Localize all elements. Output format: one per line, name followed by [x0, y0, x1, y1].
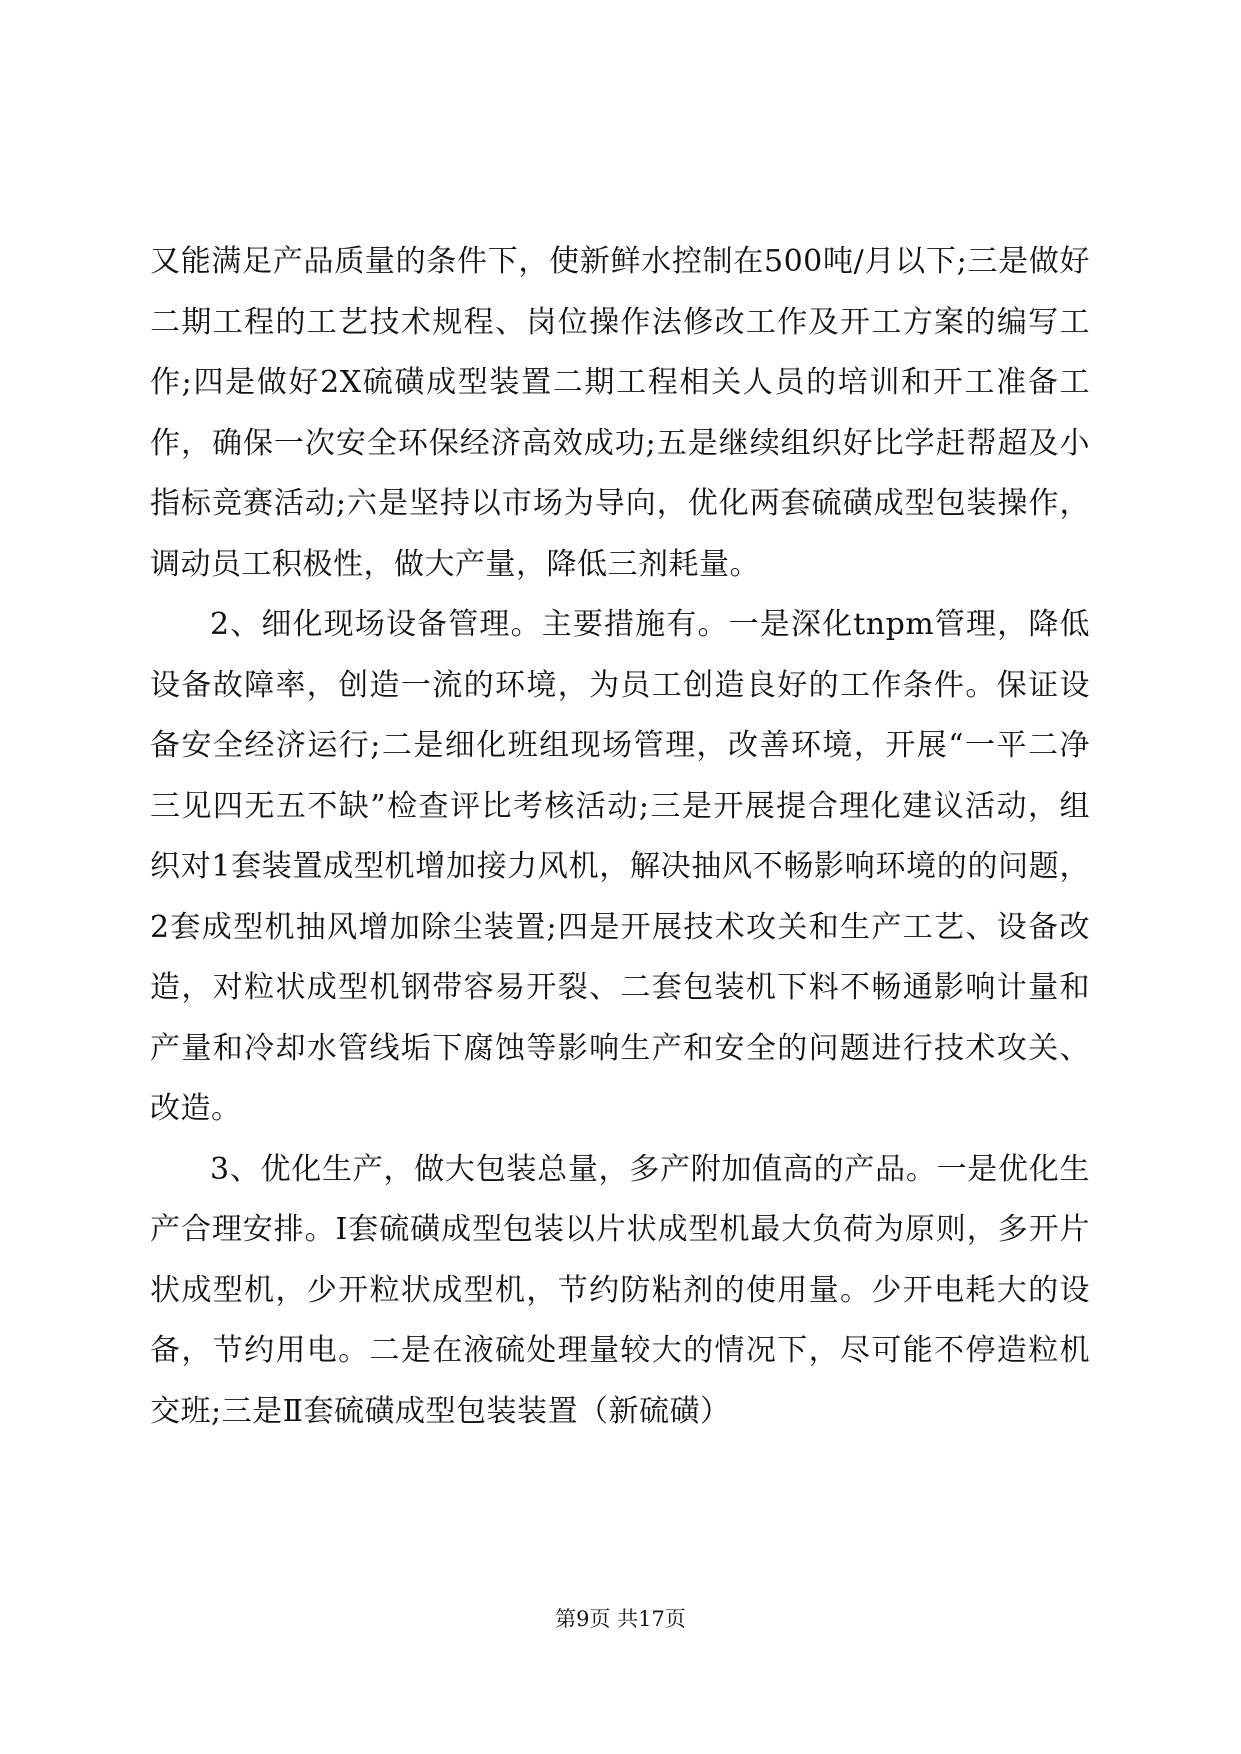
- paragraph-equipment-management: 2、细化现场设备管理。主要措施有。一是深化tnpm管理，降低设备故障率，创造一流的环境，为员工创造良好的工作条件。保证设备安全经济运行;二是细化班组现场管理，改善环境，开展“一平二净三见四无五不缺”检查评比考核活动;三是开展提合理化建议活动，组织对1套装置成型机增加接力风机，解决抽风不畅影响环境的的问题，2套成型机抽风增加除尘装置;四是开展技术攻关和生产工艺、设备改造，对粒状成型机钢带容易开裂、二套包装机下料不畅通影响计量和产量和冷却水管线垢下腐蚀等影响生产和安全的问题进行技术攻关、改造。: [150, 607, 1090, 1126]
- paragraph-production-optimization: 3、优化生产，做大包装总量，多产附加值高的产品。一是优化生产合理安排。Ⅰ套硫磺成型包装以片状成型机最大负荷为原则，多开片状成型机，少开粒状成型机，节约防粘剂的使用量。少开电耗大的设备，节约用电。二是在液硫处理量较大的情况下，尽可能不停造粒机交班;三是Ⅱ套硫磺成型包装装置（新硫磺）: [150, 1151, 1090, 1429]
- paragraph-continuation: 又能满足产品质量的条件下，使新鲜水控制在500吨/月以下;三是做好二期工程的工艺技术规程、岗位操作法修改工作及开工方案的编写工作;四是做好2X硫磺成型装置二期工程相关人员的培训和开工准备工作，确保一次安全环保经济高效成功;五是继续组织好比学赶帮超及小指标竞赛活动;六是坚持以市场为导向，优化两套硫磺成型包装操作，调动员工积极性，做大产量，降低三剂耗量。: [150, 244, 1090, 582]
- page-number-footer: 第9页 共17页: [555, 1607, 686, 1631]
- document-body: [150, 232, 1090, 1442]
